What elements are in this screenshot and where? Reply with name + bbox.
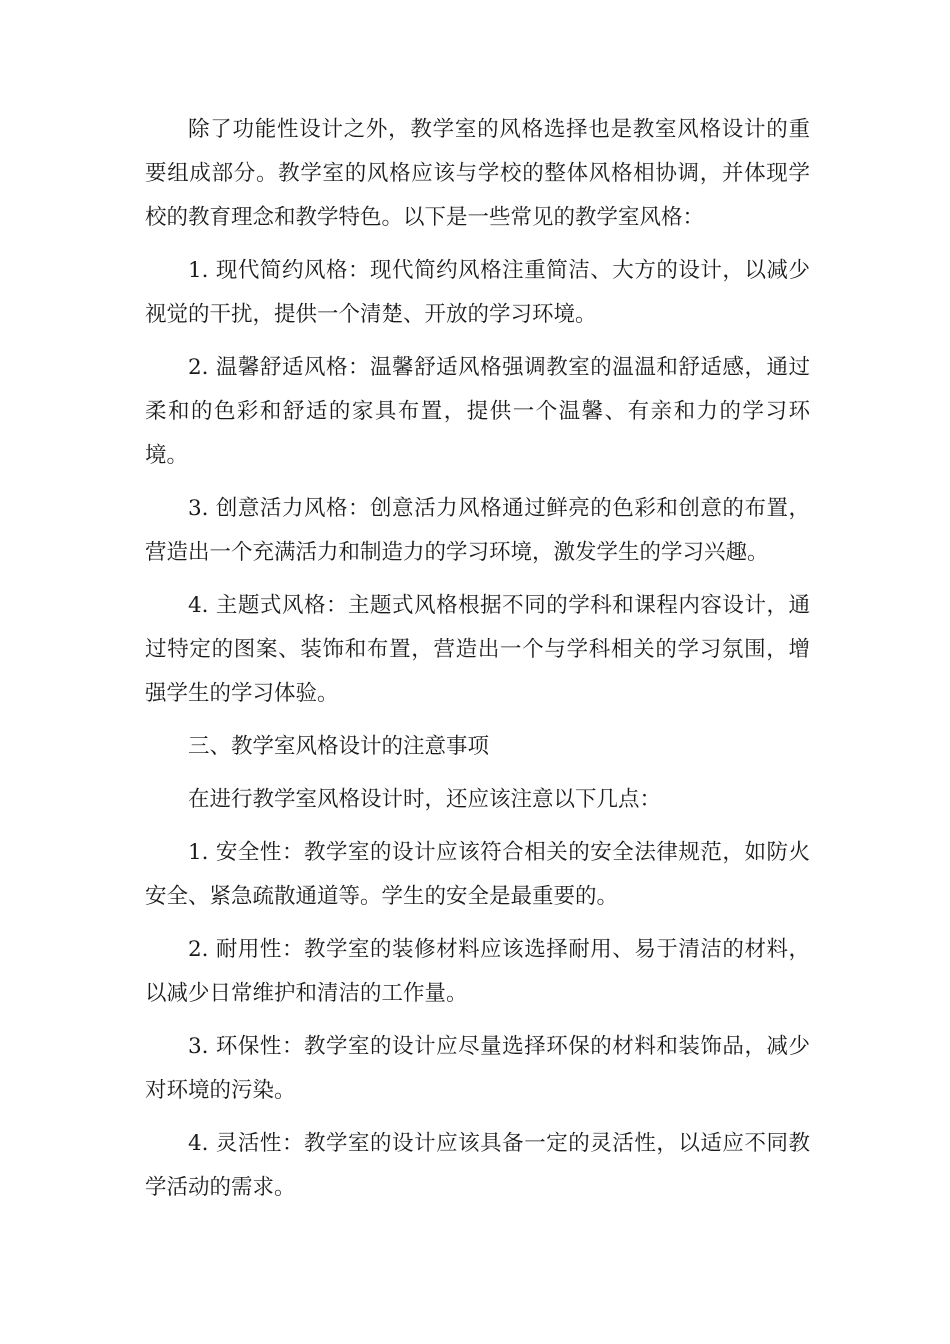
paragraph-note-flexibility: 4. 灵活性：教学室的设计应该具备一定的灵活性，以适应不同教学活动的需求。 bbox=[145, 1131, 810, 1200]
paragraph-style-modern: 1. 现代简约风格：现代简约风格注重简洁、大方的设计，以减少视觉的干扰，提供一个清楚、开放的学习环境。 bbox=[145, 258, 810, 327]
paragraph-style-themed: 4. 主题式风格：主题式风格根据不同的学科和课程内容设计，通过特定的图案、装饰和布置，营造出一个与学科相关的学习氛围，增强学生的学习体验。 bbox=[145, 593, 810, 706]
section-heading: 三、教学室风格设计的注意事项 bbox=[188, 734, 490, 759]
paragraph-note-eco: 3. 环保性：教学室的设计应尽量选择环保的材料和装饰品，减少对环境的污染。 bbox=[145, 1034, 810, 1103]
paragraph-intro: 除了功能性设计之外，教学室的风格选择也是教室风格设计的重要组成部分。教学室的风格应该与学校的整体风格相协调，并体现学校的教育理念和教学特色。以下是一些常见的教学室风格： bbox=[145, 117, 810, 230]
paragraph-style-creative: 3. 创意活力风格：创意活力风格通过鲜亮的色彩和创意的布置，营造出一个充满活力和制造力的学习环境，激发学生的学习兴趣。 bbox=[145, 496, 810, 565]
paragraph-note-safety: 1. 安全性：教学室的设计应该符合相关的安全法律规范，如防火安全、紧急疏散通道等。学生的安全是最重要的。 bbox=[145, 840, 810, 909]
paragraph-style-cozy: 2. 温馨舒适风格：温馨舒适风格强调教室的温温和舒适感，通过柔和的色彩和舒适的家具布置，提供一个温馨、有亲和力的学习环境。 bbox=[145, 355, 810, 468]
paragraph-note-durability: 2. 耐用性：教学室的装修材料应该选择耐用、易于清洁的材料，以减少日常维护和清洁的工作量。 bbox=[145, 937, 810, 1006]
paragraph-notes-intro: 在进行教学室风格设计时，还应该注意以下几点： bbox=[188, 787, 662, 812]
document-body bbox=[145, 108, 810, 1219]
